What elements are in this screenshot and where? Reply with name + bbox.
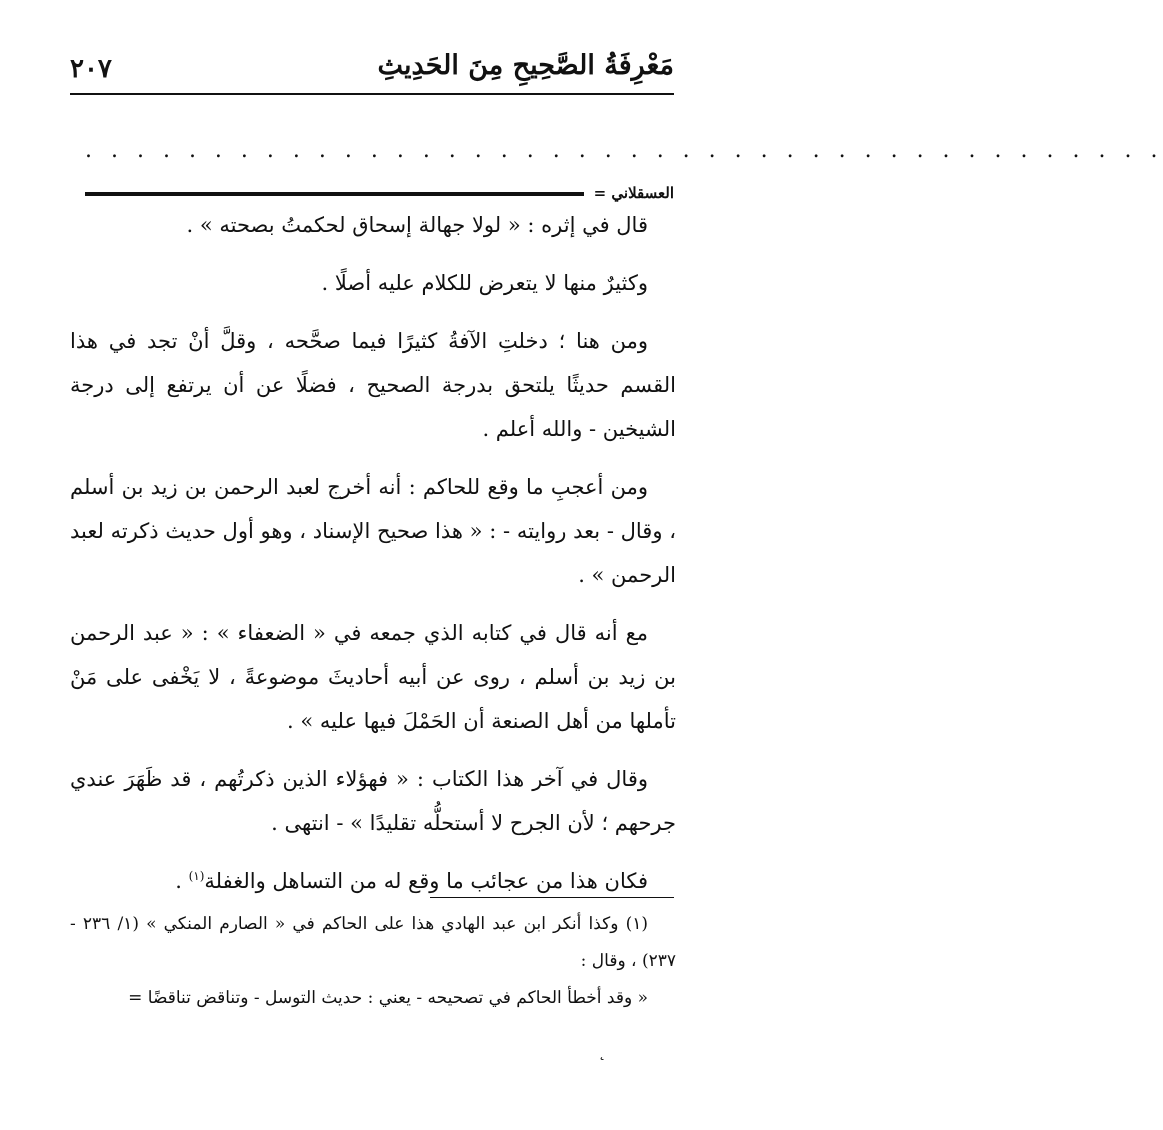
- header-rule: [70, 93, 674, 95]
- last-paragraph-text: فكان هذا من عجائب ما وقع له من التساهل والغفلة: [204, 869, 648, 893]
- footnote-rule: [430, 897, 674, 898]
- section-label: العسقلاني =: [593, 184, 674, 202]
- paragraph: وكثيرٌ منها لا يتعرض للكلام عليه أصلًا .: [321, 271, 648, 295]
- footnote-reference: (١): [188, 869, 205, 883]
- footnotes: [70, 906, 676, 1017]
- page-number: ٢٠٧: [70, 54, 112, 84]
- footnote-1-quote: « وقد أخطأ الحاكم في تصحيحه - يعني : حديث التوسل - وتناقض تناقضًا =: [128, 988, 648, 1008]
- paragraph: مع أنه قال في كتابه الذي جمعه في « الضعفاء » : « عبد الرحمن بن زيد بن أسلم ، روى عن أبيه أحاديثَ موضوعةً ، لا يَخْفى على مَنْ تأملها من أهل الصنعة أن الحَمْلَ فيها عليه » .: [70, 621, 676, 733]
- end-period: .: [175, 869, 182, 893]
- ellipsis-dots: . . . . . . . . . . . . . . . . . . . . . . . . . . . . . . . . . . . . . . . . . .: [85, 138, 1163, 163]
- section-rule: [85, 192, 584, 196]
- running-title: مَعْرِفَةُ الصَّحِيحِ مِنَ الحَدِيثِ: [377, 50, 674, 81]
- paragraph: ومن أعجبِ ما وقع للحاكم : أنه أخرج لعبد الرحمن بن زيد بن أسلم ، وقال - بعد روايته - : « هذا صحيح الإسناد ، وهو أول حديث ذكرته لعبد الرحمن » .: [70, 475, 676, 587]
- paragraph: ومن هنا ؛ دخلتِ الآفةُ كثيرًا فيما صحَّحه ، وقلَّ أنْ تجد في هذا القسم حديثًا يلتحق بدرجة الصحيح ، فضلًا عن أن يرتفع إلى درجة الشيخين - والله أعلم .: [70, 329, 676, 441]
- main-text: [70, 203, 676, 903]
- stray-mark: ˛: [598, 1042, 606, 1061]
- footnote-1: (١) وكذا أنكر ابن عبد الهادي هذا على الحاكم في « الصارم المنكي » (١/ ٢٣٦ - ٢٣٧) ، وقال :: [70, 914, 676, 971]
- paragraph: وقال في آخر هذا الكتاب : « فهؤلاء الذين ذكرتُهم ، قد ظَهَرَ عندي جرحهم ؛ لأن الجرح لا أستحلُّه تقليدًا » - انتهى .: [70, 767, 676, 835]
- paragraph: قال في إثره : « لولا جهالة إسحاق لحكمتُ بصحته » .: [186, 213, 648, 237]
